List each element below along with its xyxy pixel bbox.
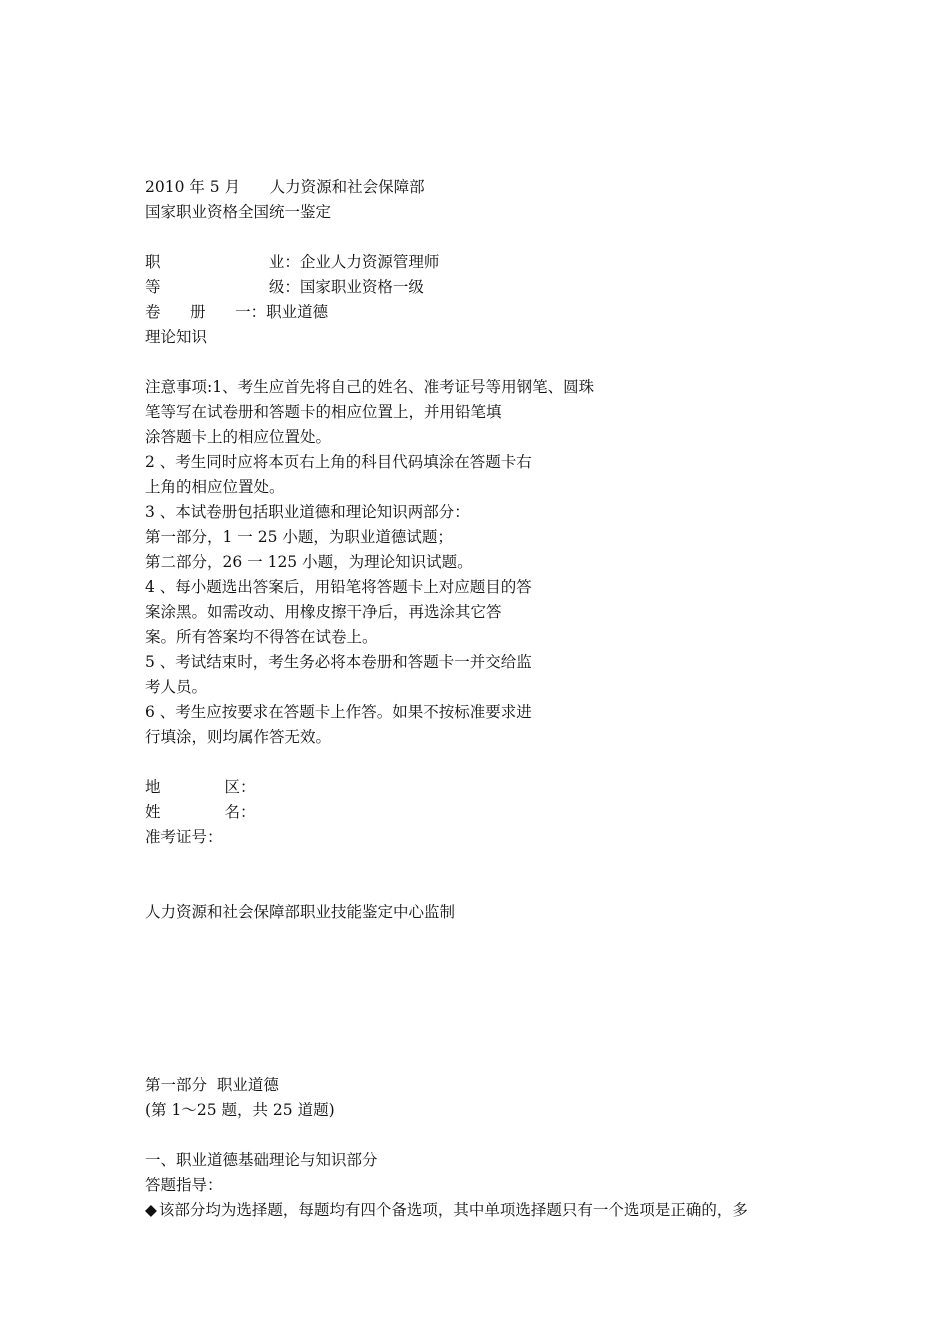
guide-bullet-item: [145, 1198, 825, 1223]
note-line: 注意事项:1、考生应首先将自己的姓名、准考证号等用钢笔、圆珠: [145, 378, 595, 396]
note-line: 上角的相应位置处。: [145, 478, 285, 496]
note-line: 涂答题卡上的相应位置处。: [145, 428, 332, 446]
note-line: 案涂黑。如需改动、用橡皮擦干净后，再选涂其它答: [145, 603, 502, 621]
note-line: 3 、本试卷册包括职业道德和理论知识两部分：: [145, 503, 470, 521]
occupation-line: 职 业：企业人力资源管理师: [145, 253, 440, 271]
part-one-range: (第 1～25 题，共 25 道题): [145, 1101, 335, 1119]
note-line: 4 、每小题选出答案后，用铅笔将答题卡上对应题目的答: [145, 578, 532, 596]
guide-bullet-text: 该部分均为选择题，每题均有四个备选项，其中单项选择题只有一个选项是正确的，多: [158, 1201, 748, 1219]
region-field-label: 地 区：: [145, 778, 256, 796]
note-line: 第二部分，26 一 125 小题，为理论知识试题。: [145, 553, 473, 571]
level-line: 等 级：国家职业资格一级: [145, 278, 424, 296]
document-page: [145, 175, 825, 1223]
spacer: [145, 1123, 825, 1148]
volume-line: 卷 册 一：职业道德: [145, 303, 329, 321]
ticket-field-label: 准考证号：: [145, 828, 223, 846]
note-line: 案。所有答案均不得答在试卷上。: [145, 628, 378, 646]
spacer: [145, 225, 825, 250]
spacer: [145, 850, 825, 900]
name-field-label: 姓 名：: [145, 803, 256, 821]
section-heading: 一、职业道德基础理论与知识部分: [145, 1151, 378, 1169]
volume-continuation: 理论知识: [145, 328, 208, 346]
spacer: [145, 750, 825, 775]
exam-subtitle: 国家职业资格全国统一鉴定: [145, 203, 332, 221]
spacer: [145, 350, 825, 375]
answer-guide-label: 答题指导：: [145, 1176, 223, 1194]
note-line: 行填涂，则均属作答无效。: [145, 728, 332, 746]
note-line: 考人员。: [145, 678, 208, 696]
part-one-title: 第一部分 职业道德: [145, 1076, 279, 1094]
notes-block: [145, 375, 825, 750]
issuer-line: 人力资源和社会保障部职业技能鉴定中心监制: [145, 903, 456, 921]
note-line: 5 、考试结束时，考生务必将本卷册和答题卡一并交给监: [145, 653, 532, 671]
note-line: 2 、考生同时应将本页右上角的科目代码填涂在答题卡右: [145, 453, 532, 471]
exam-date-line: 2010 年 5 月 人力资源和社会保障部: [145, 178, 425, 196]
note-line: 第一部分，1 一 25 小题，为职业道德试题；: [145, 528, 453, 546]
note-line: 笔等写在试卷册和答题卡的相应位置上，并用铅笔填: [145, 403, 502, 421]
diamond-bullet-icon: ◆: [145, 1201, 157, 1219]
spacer: [145, 925, 825, 1073]
note-line: 6 、考生应按要求在答题卡上作答。如果不按标准要求进: [145, 703, 532, 721]
